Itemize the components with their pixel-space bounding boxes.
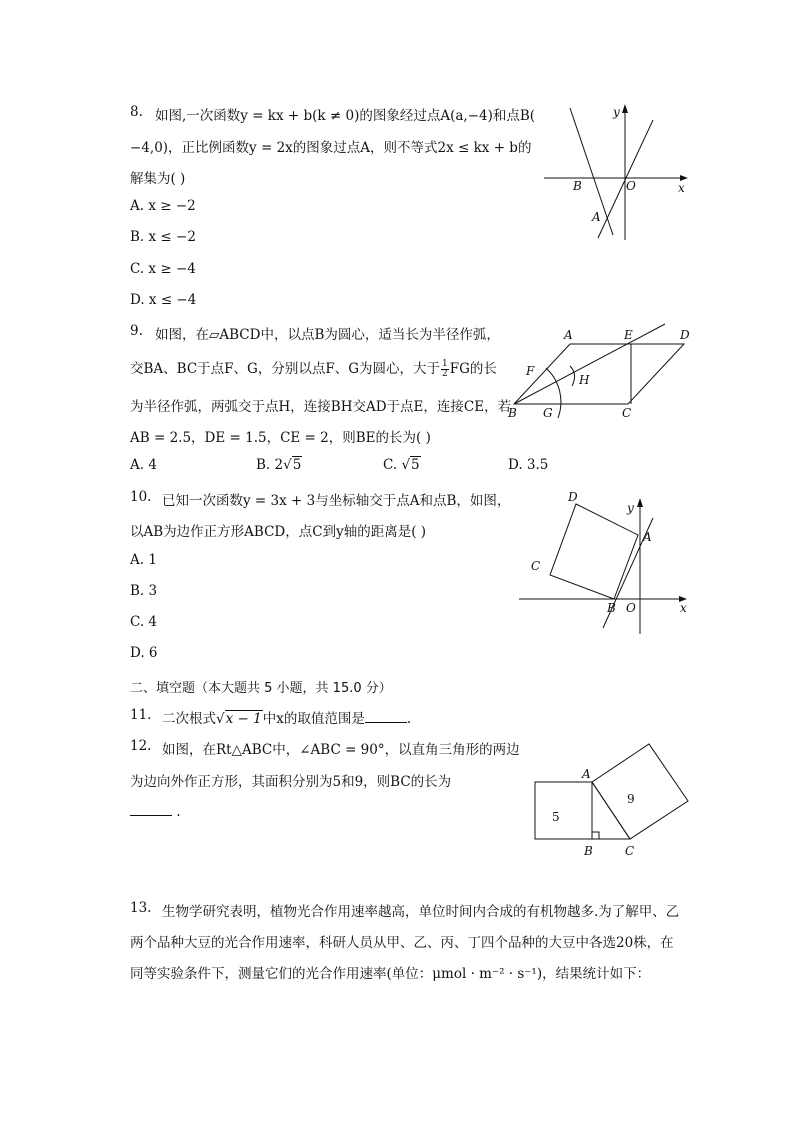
q8-number: 8.: [130, 104, 143, 120]
q10-label-c: C: [531, 559, 541, 573]
q9-line2: [130, 357, 497, 379]
q9-number: 9.: [130, 323, 143, 339]
q10-label-a: A: [643, 530, 652, 544]
q12-square-5: [535, 782, 592, 839]
q12-label-5: 5: [552, 810, 560, 824]
q10-y-arrow: [637, 498, 643, 507]
q12-figure: [525, 735, 700, 860]
q12-line3: [130, 803, 181, 820]
q12-square-9: [592, 744, 688, 839]
q9-frac-num: 1: [441, 359, 448, 369]
q8-line3: 解集为( ): [130, 171, 186, 187]
q11-text-a: 二次根式: [162, 711, 216, 727]
q12-label-c: C: [625, 844, 635, 858]
q12-label-a: A: [582, 767, 591, 781]
q9-label-c: C: [622, 406, 632, 420]
q9-parallelogram: [514, 344, 684, 404]
q9-label-e: E: [624, 328, 633, 342]
q9-arc-h: [570, 366, 575, 386]
q10-figure: [515, 488, 695, 638]
q8-label-a: A: [592, 210, 601, 224]
q9-label-d: D: [680, 328, 690, 342]
q10-square-abcd: [550, 504, 638, 599]
q10-line2: 以AB为边作正方形ABCD，点C到y轴的距离是( ): [130, 524, 427, 540]
q8-option-d: D. x ≤ −4: [130, 292, 197, 308]
q10-label-x: x: [680, 601, 687, 615]
q9-option-c-prefix: C.: [383, 457, 402, 473]
q13-number: 13.: [130, 900, 152, 916]
q9-option-c-radicand: 5: [411, 457, 420, 473]
q10-option-b: B. 3: [130, 583, 158, 599]
q10-line1: 已知一次函数y = 3x + 3与坐标轴交于点A和点B，如图，: [162, 493, 511, 509]
q9-line2-b: FG的长: [449, 361, 497, 377]
q12-line2: 为边向外作正方形，其面积分别为5和9，则BC的长为: [130, 774, 452, 790]
q10-option-c: C. 4: [130, 614, 158, 630]
q13-line2: 两个品种大豆的光合作用速率，科研人员从甲、乙、丙、丁四个品种的大豆中各选20株，在: [130, 935, 674, 951]
q11-body: 二次根式√x − 1中x的取值范围是 .: [162, 711, 412, 727]
q9-fraction: [441, 360, 449, 379]
q12-label-9: 9: [627, 792, 635, 806]
q10-label-b: B: [607, 601, 616, 615]
q9-segment-be: [514, 324, 665, 404]
q9-line2-a: 交BA、BC于点F、G，分别以点F、G为圆心，大于: [130, 361, 440, 377]
q8-label-o: O: [626, 179, 636, 193]
q9-option-b-radicand: 5: [292, 457, 302, 473]
q9-option-a: A. 4: [130, 457, 157, 473]
q10-label-o: O: [626, 601, 636, 615]
q9-line1: 如图，在▱ABCD中，以点B为圆心，适当长为半径作弧，: [155, 327, 500, 343]
q10-label-d: D: [568, 490, 578, 504]
q9-label-h: H: [579, 373, 590, 387]
q10-number: 10.: [130, 489, 152, 505]
q11-number: 11.: [130, 707, 152, 723]
q12-answer-blank[interactable]: [130, 803, 172, 816]
q12-line1: 如图，在Rt△ABC中，∠ABC = 90°，以直角三角形的两边: [162, 742, 520, 758]
q8-label-y: y: [613, 105, 620, 119]
q11-radicand: x − 1: [225, 711, 262, 727]
q12-number: 12.: [130, 738, 152, 754]
q13-line3: 同等实验条件下，测量它们的光合作用速率(单位：μmol · m⁻² · s⁻¹)，结果统计如下：: [130, 966, 651, 982]
q13-line1: 生物学研究表明，植物光合作用速率越高，单位时间内合成的有机物越多.为了解甲、乙: [162, 904, 680, 920]
q11-text-b: 中x的取值范围是: [262, 711, 365, 727]
q9-option-d: D. 3.5: [508, 457, 549, 473]
q8-figure: [540, 100, 700, 245]
q8-y-arrow: [622, 104, 628, 113]
q10-option-d: D. 6: [130, 645, 158, 661]
q8-line1: 如图,一次函数y = kx + b(k ≠ 0)的图象经过点A(a,−4)和点B(: [155, 108, 536, 124]
q9-label-f: F: [526, 364, 535, 378]
q8-line2: −4,0)，正比例函数y = 2x的图象过点A，则不等式2x ≤ kx + b的: [130, 140, 532, 156]
q12-right-angle-mark: [592, 832, 599, 839]
q11-text-c: .: [406, 711, 412, 727]
q9-option-b: B. 2√5: [256, 457, 302, 473]
q9-frac-den: 2: [441, 369, 448, 379]
q12-end: .: [176, 804, 181, 820]
q9-label-b: B: [508, 406, 517, 420]
q9-line3: 为半径作弧，两弧交于点H，连接BH交AD于点E，连接CE，若: [130, 399, 512, 415]
q10-option-a: A. 1: [130, 552, 157, 568]
q9-label-g: G: [543, 406, 553, 420]
q9-label-a: A: [564, 328, 573, 342]
q11-answer-blank[interactable]: [365, 710, 407, 723]
section-2-heading: 二、填空题（本大题共 5 小题，共 15.0 分）: [130, 681, 392, 696]
q8-option-b: B. x ≤ −2: [130, 229, 196, 245]
q9-option-c: C. √5: [383, 457, 420, 473]
q8-option-c: C. x ≥ −4: [130, 261, 196, 277]
q12-label-b: B: [584, 844, 593, 858]
q10-label-y: y: [627, 501, 634, 515]
q8-option-a: A. x ≥ −2: [130, 198, 196, 214]
q9-line4: AB = 2.5，DE = 1.5，CE = 2，则BE的长为( ): [130, 430, 431, 446]
q9-option-b-prefix: B. 2: [256, 457, 284, 473]
q8-label-x: x: [678, 181, 685, 195]
q8-label-b: B: [573, 179, 582, 193]
q9-figure: [500, 320, 700, 425]
